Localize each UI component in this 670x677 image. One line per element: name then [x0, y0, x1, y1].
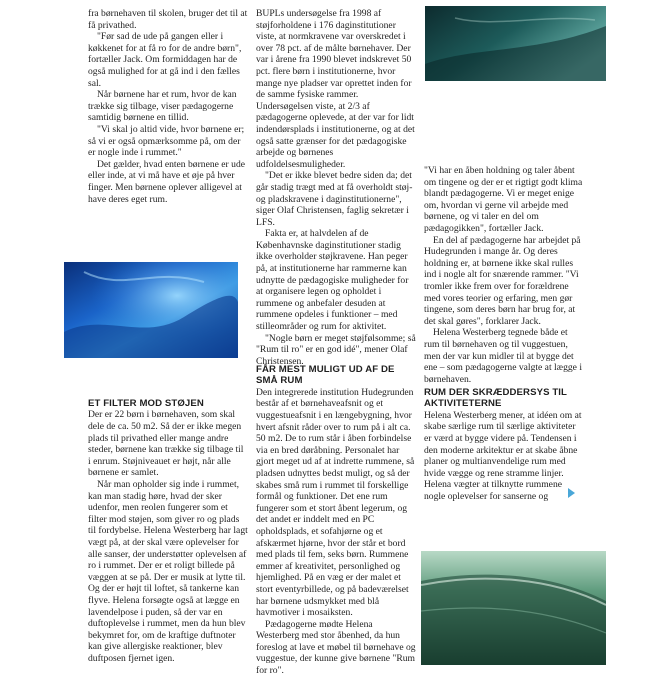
- section-heading: ET FILTER MOD STØJEN: [88, 398, 204, 409]
- paragraph: Der er 22 børn i børnehaven, som skal dele de ca. 50 m2. Så der er ikke megen plads til privathed eller mange andre steder, børnene kan trække sig tilbage til i enrum. Støjniveauet er højt, når alle børnene er samlet.: [88, 409, 244, 479]
- paragraph: Helena Westerberg tegnede både et rum til børnehaven og til vuggestuen, men der var kun midler til at bygge det ene – som pædagogerne valgte at lægge i børnehaven.: [424, 327, 582, 385]
- article-column-3-lower: [424, 387, 584, 503]
- paragraph: BUPLs undersøgelse fra 1998 af støjforholdene i 176 daginstitutioner viste, at normkravene var overskredet i over 78 pct. af de målte børnehaver. Der var i årene fra 1990 blevet indskrevet 50 pct. flere børn i institutionerne, hvor mange nye pladser var oprettet inden for de samme fysiske rammer. Undersøgelsen viste, at 2/3 af pædagogerne oplevede, at der var for lidt indendørsplads i institutionerne, og at det også satte grænser for det pædagogiske arbejde og børnenes udfoldelsesmuligheder.: [256, 8, 415, 170]
- paragraph: "Vi har en åben holdning og taler åbent om tingene og der er et rigtigt godt klima blandt pædagogerne. Vi er meget enige om, hvordan vi gerne vil arbejde med børnene, og vi taler en del om pædagogikken", fortæller Jack.: [424, 165, 583, 234]
- paragraph: Pædagogerne mødte Helena Westerberg med stor åbenhed, da hun foreslog at lave et møbel til børnehave og vuggestue, der kunne give børnene "Rum for ro".: [256, 618, 416, 677]
- paragraph: "Nogle børn er meget støjfølsomme; så "Rum til ro" er en god idé", mener Olaf Christensen.: [256, 332, 416, 367]
- paragraph: Den integrerede institution Hudegrunden består af et børnehaveafsnit og et vuggestueafsnit i en længebygning, hvor hvert afsnit råder over to rum på i alt ca. 50 m2. De to rum står i åben forbindelse via en bred døråbning. Personalet har gjort meget ud af at indrette rummene, så pladsen udnyttes bedst muligt, og så der skabes små rum i rummet til forskellige formål og funktioner. Det ene rum fungerer som et stort åbent legerum, og det andet er inddelt med en PC opholdsplads, et sofahjørne og et afskærmet hjørne, hvor der står et bord med plads til fem, seks børn. Rummene emmer af kreativitet, personlighed og hjemlighed. På en væg er der malet et stort eventyrbillede, og på badeværelset har børnene udsmykket med blå havmotiver i mosaiksten.: [256, 386, 415, 619]
- green-curve-photo: [421, 551, 606, 665]
- paragraph: En del af pædagogerne har arbejdet på Hudegrunden i mange år. Og deres holdning er, at børnene ikke skal rulles ind i nogle alt for snærende rammer. "Vi tromler ikke frem over for forældrene med vores teorier og erfaring, men gør tingene, som deres børn har brug for, at det skal gøres", forklarer Jack.: [424, 234, 581, 327]
- green-curve-image: [421, 551, 606, 665]
- paragraph: Når man opholder sig inde i rummet, kan man stadig høre, hvad der sker udenfor, men reolen fungerer som et filter mod støjen, som giver ro og plads til fordybelse. Helena Westerberg har lagt vægt på, at der skal være oplevelser for alle sanser, der understøtter oplevelsen af ro i rummet. Der er et roligt billede på væggen at se på. Der er musik at lytte til. Og der er højt til loftet, så tankerne kan flyve. Helena forsøgte også at lægge en lavendelpose i puden, så der var en duftoplevelse i rummet, men da hun blev bekymret for, om de kraftige duftnoter kan give allergiske reaktioner, blev duftposen fjernet igen.: [88, 478, 248, 664]
- paragraph: "Det er ikke blevet bedre siden da; det går stadig trægt med at få overholdt støj- og pladskravene i daginstitutionerne", siger Olaf Christensen, faglig sekretær i LFS.: [256, 170, 413, 228]
- paragraph: "Før sad de ude på gangen eller i køkkenet for at få ro for de andre børn", fortæller Jack. Om formiddagen har de også mulighed for at gå ind i den fælles sal.: [88, 31, 242, 89]
- section-heading: FÅR MEST MULIGT UD AF DE SMÅ RUM: [256, 364, 395, 387]
- paragraph: Helena Westerberg mener, at idéen om at skabe særlige rum til særlige aktiviteter er værd at bygge videre på. Tendensen i den moderne arkitektur er at skabe åbne planer og multianvendelige rum med hvide vægge og rene stramme linjer. Helena vægter at tilknytte rummene nogle oplevelser for sanserne og: [424, 409, 582, 502]
- paragraph: Når børnene har et rum, hvor de kan trække sig tilbage, viser pædagogerne samtidig børnene en tillid.: [88, 89, 237, 124]
- teal-surface-image: [425, 6, 606, 81]
- paragraph: Det gælder, hvad enten børnene er ude eller inde, at vi må have et øje på hver finger. Men børnene oplever alligevel at have deres eget rum.: [88, 158, 245, 205]
- paragraph: fra børnehaven til skolen, bruger det til at få privathed.: [88, 8, 248, 31]
- article-column-2: [256, 8, 416, 367]
- article-column-1-lower: [88, 398, 248, 664]
- article-column-2-lower: [256, 364, 416, 677]
- paragraph: Fakta er, at halvdelen af de Københavnske daginstitutioner stadig ikke overholder støjkravene. Han peger på, at institutionerne har rammerne kan udnytte de pædagogiske muligheder for at organisere legen og opholdet i rummene og anbefaler desuden at rummene opdeles i funktioner – med stilleområder og rum for aktivitet.: [256, 228, 409, 333]
- teal-surface-photo: [425, 6, 606, 81]
- article-column-3: [424, 165, 584, 385]
- continue-arrow-icon: [568, 488, 575, 498]
- paragraph: "Vi skal jo altid vide, hvor børnene er; så vi er også opmærksomme på, om der er nogle inde i rummet.": [88, 123, 245, 159]
- blue-abstract-photo: [64, 262, 238, 358]
- article-column-1: [88, 8, 248, 205]
- blue-abstract-image: [64, 262, 238, 358]
- section-heading: RUM DER SKRÆDDERSYS TIL AKTIVITETERNE: [424, 387, 567, 410]
